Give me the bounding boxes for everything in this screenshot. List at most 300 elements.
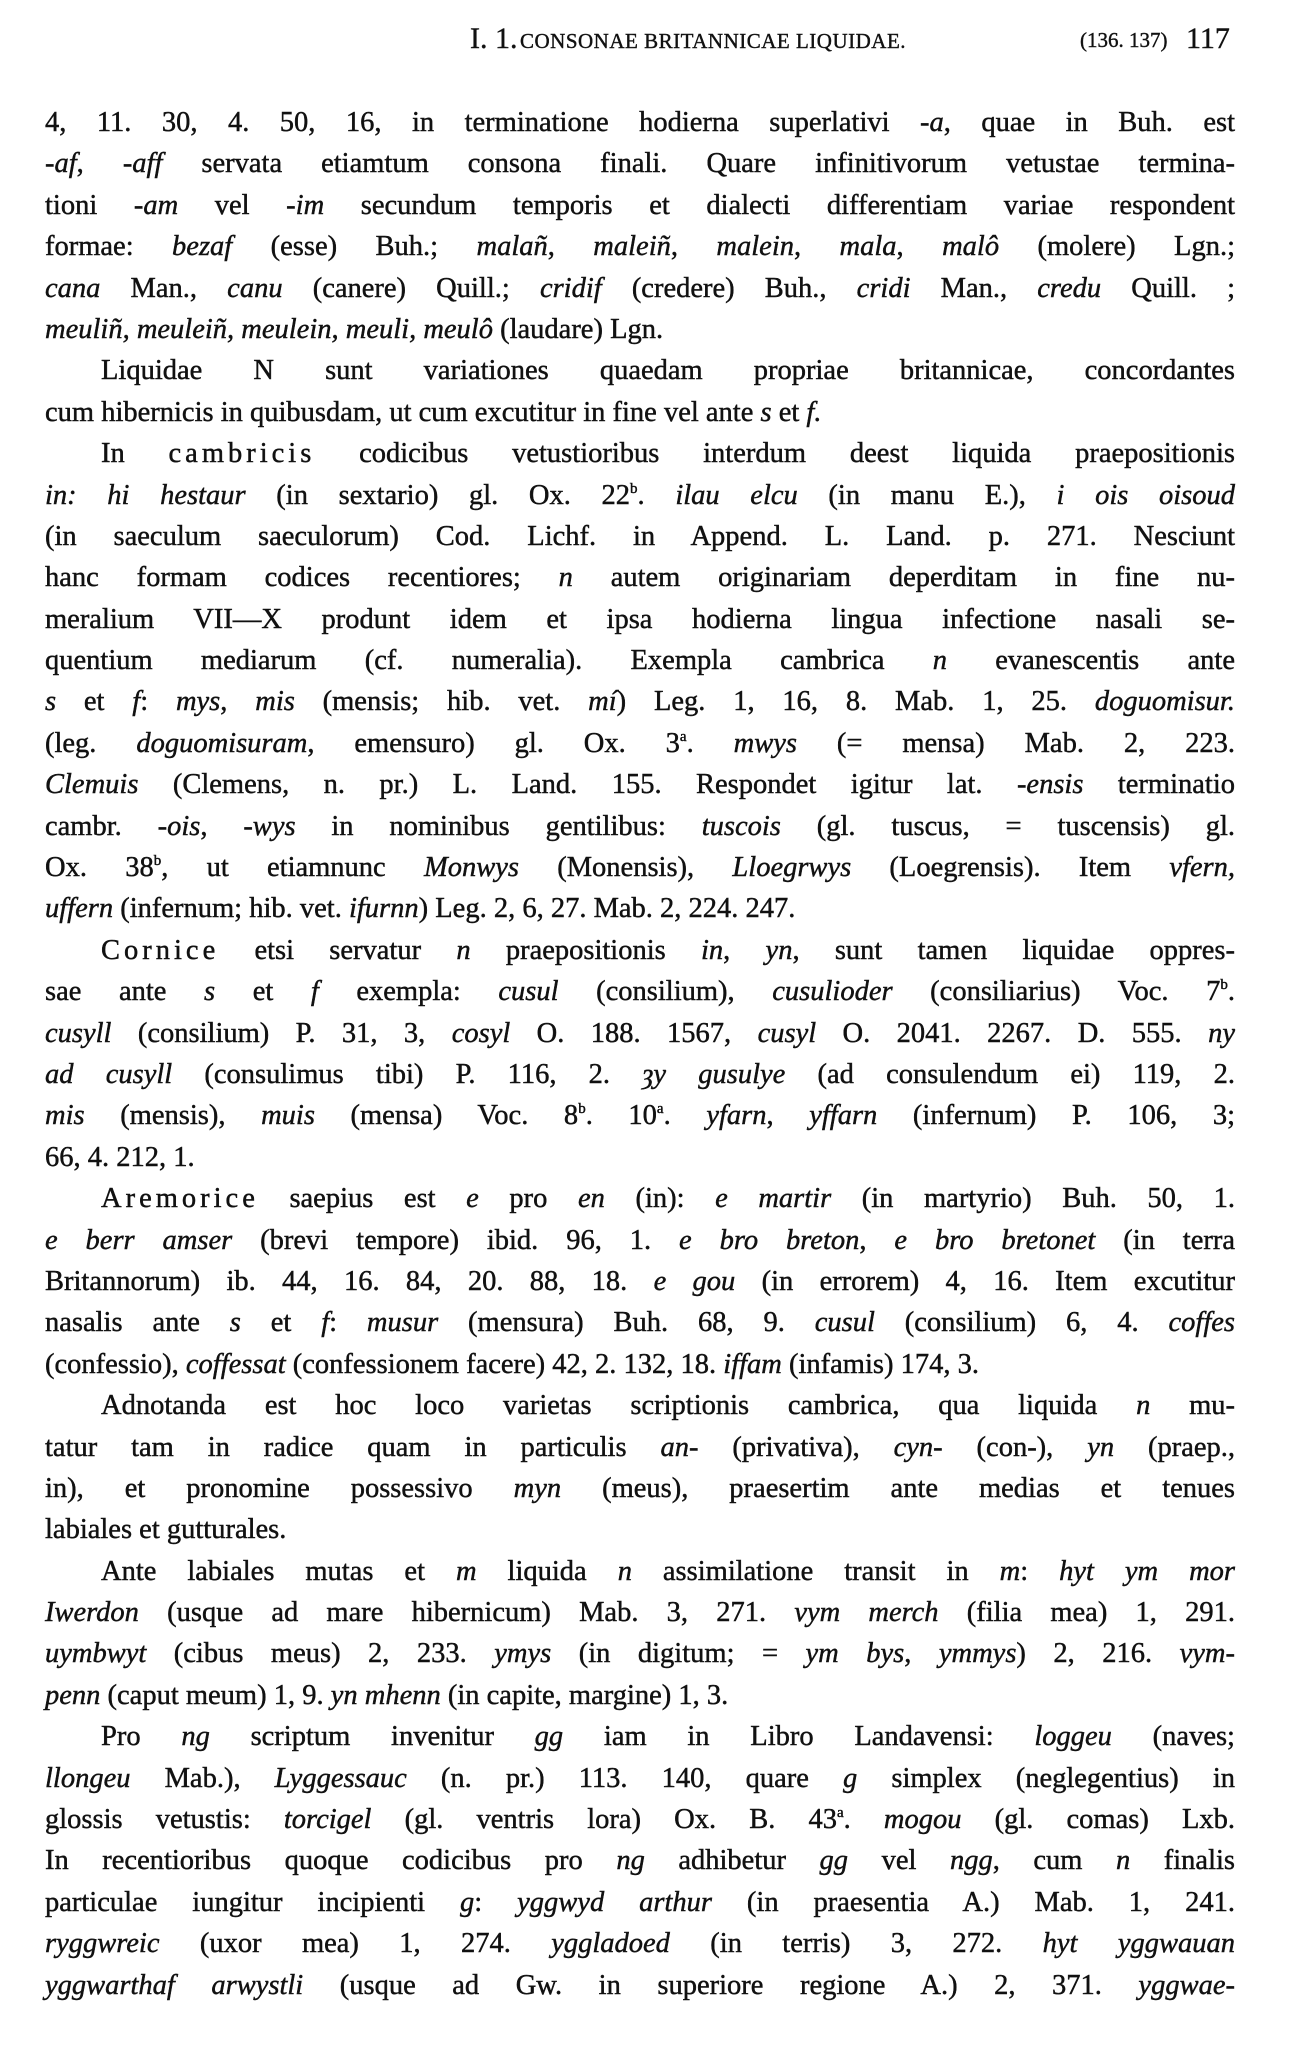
roman-text: hanc formam codices recentiores; — [45, 562, 559, 594]
text-line — [45, 226, 1235, 267]
roman-text: (consilium) P. 31, 3, — [111, 1017, 452, 1049]
roman-text: (in saeculum saeculorum) Cod. Lichf. in Append. L. Land. p. 271. Nesciunt — [45, 520, 1235, 552]
roman-text: , cum — [992, 1845, 1116, 1877]
text-line — [45, 392, 1235, 433]
roman-text: (mensis; hib. vet. — [294, 686, 589, 718]
roman-text: tioni — [45, 189, 134, 221]
italic-text: s — [760, 396, 772, 428]
italic-text: ilau elcu — [675, 479, 798, 511]
roman-text: (infamis) 174, 3. — [781, 1348, 979, 1380]
italic-text: yggwarthaf arwystli — [45, 1969, 304, 2001]
italic-text: myn — [513, 1472, 562, 1504]
text-line — [45, 1758, 1235, 1799]
roman-text: codicibus vetustioribus interdum deest liquida praepositionis — [315, 438, 1235, 470]
italic-text: ȝy gusulye — [642, 1058, 786, 1090]
italic-text: mala — [839, 231, 897, 263]
italic-text: llongeu — [45, 1762, 131, 1794]
italic-text: cyn- — [893, 1431, 943, 1463]
italic-text: mí — [588, 686, 617, 718]
italic-text: cana — [45, 272, 101, 304]
superscript: a — [836, 1805, 844, 1822]
spaced-text: Cornice — [101, 934, 220, 966]
text-line — [45, 1178, 1235, 1219]
roman-text: , sunt tamen liquidae oppres- — [792, 934, 1235, 966]
roman-text: (in): — [604, 1183, 716, 1215]
roman-text: (in terra — [1095, 1224, 1235, 1256]
italic-text: malein — [716, 231, 794, 263]
superscript: b — [153, 853, 162, 870]
roman-text: , — [766, 1100, 810, 1132]
italic-text: mis — [255, 686, 295, 718]
roman-text: 66, 4. 212, 1. — [45, 1141, 195, 1173]
text-line — [45, 1799, 1235, 1840]
roman-text: O. 188. 1567, — [510, 1017, 758, 1049]
italic-text: meuliñ, meuleiñ, meulein, meuli, meulô — [45, 313, 493, 345]
paragraph — [45, 1551, 1235, 1717]
italic-text: s — [45, 686, 57, 718]
text-line — [45, 1633, 1235, 1674]
roman-text: (in manu E.), — [797, 479, 1057, 511]
italic-text: f. — [806, 396, 822, 428]
roman-text: vel — [178, 189, 287, 221]
roman-text: (cibus meus) 2, 233. — [146, 1638, 495, 1670]
italic-text: muis — [261, 1100, 315, 1132]
italic-text: ad cusyll — [45, 1058, 173, 1090]
italic-text: -af — [45, 148, 77, 180]
italic-text: yn — [1087, 1431, 1115, 1463]
italic-text: musur — [366, 1307, 439, 1339]
roman-text: (mensura) Buh. 68, 9. — [438, 1307, 815, 1339]
roman-text: Quill. ; — [1101, 272, 1236, 304]
roman-text: (caput meum) 1, 9. — [100, 1679, 331, 1711]
roman-text: Ox. 38 — [45, 852, 154, 884]
roman-text: Pro — [101, 1721, 182, 1753]
text-line — [45, 185, 1235, 226]
roman-text: (laudare) Lgn. — [492, 313, 664, 345]
roman-text: iam in Libro Landavensi: — [563, 1721, 1035, 1753]
roman-text: liquida — [476, 1555, 618, 1587]
roman-text: Adnotanda est hoc loco varietas scriptionis cambrica, qua liquida — [101, 1390, 1137, 1422]
text-line — [45, 847, 1235, 888]
text-line — [45, 1468, 1235, 1509]
italic-text: ng — [181, 1721, 210, 1753]
roman-text: . — [637, 479, 676, 511]
roman-text: 4, 11. 30, 4. 50, 16, in terminatione hodierna superlativi — [45, 107, 921, 138]
italic-text: yggwae- — [1138, 1969, 1235, 2001]
text-line — [45, 723, 1235, 764]
roman-text: , — [723, 934, 766, 966]
italic-text: cusyll — [45, 1017, 112, 1049]
roman-text: (infernum; hib. vet. — [113, 893, 349, 925]
italic-text: penn — [45, 1679, 101, 1711]
roman-text: . 10 — [585, 1100, 657, 1132]
text-line — [45, 1385, 1235, 1426]
italic-text: ym bys — [805, 1638, 905, 1670]
text-line — [45, 516, 1235, 557]
roman-text: , — [76, 148, 123, 180]
text-line — [45, 1551, 1235, 1592]
roman-text: In recentioribus quoque codicibus pro — [45, 1845, 617, 1877]
italic-text: f — [321, 1307, 330, 1339]
roman-text: meralium VII—X produnt idem et ipsa hodierna lingua infectione nasali se- — [45, 603, 1235, 635]
italic-text: maleiñ — [593, 231, 671, 263]
italic-text: gg — [819, 1845, 849, 1877]
roman-text: (Clemens, n. pr.) L. Land. 155. Respondet igitur lat. — [138, 769, 1017, 801]
italic-text: s — [204, 976, 216, 1008]
roman-text: et — [240, 1307, 322, 1339]
roman-text: . — [1227, 976, 1236, 1008]
roman-text: quentium mediarum (cf. numeralia). Exempla cambrica — [45, 645, 933, 677]
italic-text: vym- — [1179, 1638, 1235, 1670]
roman-text: (Monensis), — [518, 852, 733, 884]
italic-text: n — [1115, 1845, 1131, 1877]
italic-text: cusulioder — [772, 976, 893, 1008]
text-line — [45, 1675, 1235, 1716]
roman-text: : — [329, 1307, 367, 1339]
italic-text: n — [617, 1555, 632, 1587]
roman-text: secundum temporis et dialecti differentiam variae respondent — [324, 189, 1235, 221]
paragraph — [45, 350, 1235, 433]
italic-text: Lloegrwys — [732, 852, 852, 884]
italic-text: doguomisuram — [136, 727, 308, 759]
roman-text: formae: — [45, 231, 173, 263]
roman-text: (canere) Quill.; — [282, 272, 540, 304]
roman-text: , — [220, 686, 256, 718]
italic-text: mwys — [733, 727, 797, 759]
italic-text: mogou — [883, 1804, 962, 1836]
roman-text: , — [200, 810, 244, 842]
roman-text: evanescentis ante — [947, 645, 1235, 677]
roman-text: , — [794, 231, 840, 263]
italic-text: cridi — [856, 272, 911, 304]
roman-text: (= mensa) Mab. 2, 223. — [796, 727, 1236, 759]
italic-text: m — [999, 1555, 1021, 1587]
roman-text: et — [771, 396, 807, 428]
italic-text: -ensis — [1016, 769, 1084, 801]
roman-text: (molere) Lgn.; — [999, 231, 1235, 263]
italic-text: cusul — [814, 1307, 875, 1339]
roman-text: (privativa), — [698, 1431, 894, 1463]
italic-text: iffam — [723, 1348, 782, 1380]
roman-text: . — [663, 1100, 707, 1132]
italic-text: ng — [616, 1845, 645, 1877]
spaced-text: Aremorice — [101, 1183, 259, 1215]
text-line — [45, 681, 1235, 722]
paragraph — [45, 433, 1235, 930]
roman-text: (mensis), — [84, 1100, 262, 1132]
roman-text: (consulimus tibi) P. 116, 2. — [172, 1058, 643, 1090]
roman-text: vel — [848, 1845, 950, 1877]
italic-text: in: hi hestaur — [45, 479, 246, 511]
roman-text: exempla: — [318, 976, 499, 1008]
roman-text: (consilium), — [558, 976, 773, 1008]
text-line — [45, 1882, 1235, 1923]
superscript: b — [630, 480, 638, 497]
roman-text: simplex (neglegentius) in — [857, 1762, 1235, 1794]
text-line — [45, 350, 1235, 391]
roman-text: nasalis ante — [45, 1307, 230, 1339]
roman-text: (filia mea) 1, 291. — [938, 1597, 1235, 1629]
text-line — [45, 1965, 1235, 2006]
roman-text: autem originariam deperditam in fine nu- — [572, 562, 1235, 594]
italic-text: Monwys — [423, 852, 519, 884]
roman-text: . — [843, 1804, 884, 1836]
roman-text: (naves; — [1111, 1721, 1235, 1753]
italic-text: yfarn — [706, 1100, 767, 1132]
roman-text: in), et pronomine possessivo — [45, 1472, 514, 1504]
paragraph — [45, 1178, 1235, 1385]
roman-text: (in capite, margine) 1, 3. — [440, 1679, 729, 1711]
italic-text: malô — [942, 231, 1000, 263]
roman-text: Mab.), — [130, 1762, 275, 1794]
italic-text: e gou — [653, 1265, 736, 1297]
italic-text: -im — [286, 189, 325, 221]
italic-text: yn — [765, 934, 793, 966]
roman-text: (esse) Buh.; — [232, 231, 477, 263]
text-line — [45, 640, 1235, 681]
roman-text: (in sextario) gl. Ox. 22 — [245, 479, 631, 511]
roman-text: Ante labiales mutas et — [101, 1555, 456, 1587]
roman-text: (in praesentia A.) Mab. 1, 241. — [711, 1886, 1235, 1918]
italic-text: e berr amser — [45, 1224, 233, 1256]
superscript: b — [578, 1101, 586, 1118]
roman-text: cum hibernicis in quibusdam, ut cum excutitur in fine vel ante — [45, 396, 761, 428]
italic-text: yffarn — [809, 1100, 878, 1132]
italic-text: cusul — [498, 976, 559, 1008]
italic-text: -wys — [243, 810, 296, 842]
text-line — [45, 557, 1235, 598]
text-line — [45, 1923, 1235, 1964]
roman-text: (praep., — [1114, 1431, 1236, 1463]
italic-text: g — [460, 1886, 475, 1918]
text-line — [45, 1220, 1235, 1261]
roman-text: terminatio — [1083, 769, 1235, 801]
italic-text: ifurnn — [348, 893, 419, 925]
text-line — [45, 1137, 1235, 1178]
italic-text: hyt ym mor — [1059, 1555, 1236, 1587]
roman-text: (gl. tuscus, = tuscensis) gl. — [780, 810, 1235, 842]
italic-text: mys — [175, 686, 221, 718]
italic-text: yggladoed — [551, 1928, 670, 1960]
italic-text: g — [843, 1762, 858, 1794]
italic-text: uymbwyt — [45, 1638, 147, 1670]
italic-text: e — [466, 1183, 479, 1215]
italic-text: cridif — [539, 272, 602, 304]
roman-text: , — [547, 231, 594, 263]
italic-text: gg — [534, 1721, 564, 1753]
roman-text: (con-), — [942, 1431, 1088, 1463]
italic-text: hyt yggwauan — [1042, 1928, 1235, 1960]
running-title: CONSONAE BRITANNICAE LIQUIDAE. — [520, 29, 907, 53]
roman-text: (leg. — [45, 727, 137, 759]
italic-text: ngg — [949, 1845, 993, 1877]
italic-text: uffern — [45, 893, 114, 925]
roman-text: (confessionem facere) 42, 2. 132, 18. — [285, 1348, 724, 1380]
italic-text: vym merch — [794, 1597, 939, 1629]
roman-text: (credere) Buh., — [601, 272, 857, 304]
roman-text: , — [896, 231, 943, 263]
paragraph — [45, 1385, 1235, 1551]
roman-text: et — [56, 686, 133, 718]
italic-text: mis — [45, 1100, 85, 1132]
superscript: a — [656, 1101, 664, 1118]
italic-text: f — [310, 976, 319, 1008]
roman-text: saepius est — [258, 1183, 467, 1215]
italic-text: torcigel — [283, 1804, 372, 1836]
italic-text: en — [577, 1183, 605, 1215]
italic-text: -aff — [122, 148, 163, 180]
text-line — [45, 1302, 1235, 1343]
italic-text: yggwyd arthur — [517, 1886, 712, 1918]
italic-text: canu — [227, 272, 283, 304]
roman-text: : — [140, 686, 176, 718]
roman-text: assimilatione transit in — [631, 1555, 1000, 1587]
text-line — [45, 475, 1235, 516]
italic-text: n — [558, 562, 573, 594]
italic-text: malañ — [476, 231, 548, 263]
text-line — [45, 806, 1235, 847]
roman-text: , — [670, 231, 717, 263]
italic-text: ymmys — [938, 1638, 1017, 1670]
superscript: a — [679, 728, 687, 745]
text-line — [45, 1344, 1235, 1385]
text-line — [45, 888, 1235, 929]
italic-text: tuscois — [701, 810, 781, 842]
roman-text: (in martyrio) Buh. 50, 1. — [831, 1183, 1235, 1215]
italic-text: ryggwreic — [45, 1928, 160, 1960]
roman-text: pro — [478, 1183, 578, 1215]
italic-text: ymys — [494, 1638, 552, 1670]
text-line — [45, 1095, 1235, 1136]
roman-text: O. 2041. 2267. D. 555. — [816, 1017, 1209, 1049]
roman-text: praepositionis — [470, 934, 701, 966]
italic-text: s — [229, 1307, 241, 1339]
roman-text: in nominibus gentilibus: — [295, 810, 702, 842]
roman-text: (gl. comas) Lxb. — [961, 1804, 1235, 1836]
italic-text: doguomisur. — [1094, 686, 1235, 718]
roman-text: (gl. ventris lora) Ox. B. 43 — [371, 1804, 837, 1836]
text-line — [45, 1592, 1235, 1633]
italic-text: n — [932, 645, 947, 677]
roman-text: Man., — [100, 272, 228, 304]
italic-text: loggeu — [1034, 1721, 1112, 1753]
roman-text: Man., — [910, 272, 1038, 304]
text-line — [45, 433, 1235, 474]
italic-text: n — [1136, 1390, 1151, 1422]
roman-text: ) Leg. 1, 16, 8. Mab. 1, 25. — [616, 686, 1095, 718]
roman-text: tatur tam in radice quam in particulis — [45, 1431, 661, 1463]
roman-text: (confessio), — [45, 1348, 186, 1380]
roman-text: Britannorum) ib. 44, 16. 84, 20. 88, 18. — [45, 1265, 654, 1297]
italic-text: bezaf — [172, 231, 233, 263]
italic-text: m — [455, 1555, 477, 1587]
roman-text: (uxor mea) 1, 274. — [159, 1928, 552, 1960]
italic-text: an- — [660, 1431, 699, 1463]
italic-text: cosyl — [451, 1017, 511, 1049]
text-line — [45, 1013, 1235, 1054]
roman-text: (meus), praesertim ante medias et tenues — [561, 1472, 1235, 1504]
paragraph — [45, 1716, 1235, 2006]
roman-text: servata etiamtum consona finali. Quare infinitivorum vetustae termina- — [162, 148, 1235, 180]
text-line — [45, 764, 1235, 805]
roman-text: (infernum) P. 106, 3; — [877, 1100, 1236, 1132]
italic-text: ny — [1208, 1017, 1235, 1049]
roman-text: scriptum invenitur — [209, 1721, 535, 1753]
roman-text: (consilium) 6, 4. — [874, 1307, 1169, 1339]
italic-text: f — [132, 686, 141, 718]
page-number: 117 — [1186, 22, 1230, 55]
italic-text: vfern, — [1169, 852, 1236, 884]
roman-text: (n. pr.) 113. 140, quare — [406, 1762, 844, 1794]
italic-text: Clemuis — [45, 769, 139, 801]
roman-text: . — [686, 727, 734, 759]
roman-text: (ad consulendum ei) 119, 2. — [785, 1058, 1235, 1090]
roman-text: cambr. — [45, 810, 158, 842]
text-line — [45, 268, 1235, 309]
italic-text: -am — [133, 189, 179, 221]
italic-text: e bro bretonet — [894, 1224, 1096, 1256]
roman-text: etsi servatur — [219, 934, 457, 966]
text-line — [45, 599, 1235, 640]
italic-text: e bro breton — [679, 1224, 860, 1256]
roman-text: (in terris) 3, 272. — [669, 1928, 1043, 1960]
text-line — [45, 102, 1235, 143]
italic-text: Lyggessauc — [274, 1762, 407, 1794]
text-line — [45, 143, 1235, 184]
superscript: b — [1220, 977, 1228, 994]
roman-text: : — [1020, 1555, 1060, 1587]
roman-text: ) Leg. 2, 6, 27. Mab. 2, 224. 247. — [418, 893, 796, 925]
roman-text: (consiliarius) Voc. 7 — [892, 976, 1221, 1008]
italic-text: in — [701, 934, 724, 966]
roman-text: (usque ad Gw. in superiore regione A.) 2, 371. — [303, 1969, 1139, 2001]
roman-text: (brevi tempore) ibid. 96, 1. — [232, 1224, 680, 1256]
text-line — [45, 1054, 1235, 1095]
text-line — [45, 1840, 1235, 1881]
text-line — [45, 1716, 1235, 1757]
italic-text: yn mhenn — [330, 1679, 441, 1711]
text-line — [45, 1509, 1235, 1550]
roman-text: (Loegrensis). Item — [851, 852, 1170, 884]
roman-text: , ut etiamnunc — [161, 852, 424, 884]
paragraph — [45, 102, 1235, 350]
roman-text: , quae in Buh. est — [943, 107, 1235, 138]
roman-text: labiales et gutturales. — [45, 1514, 287, 1546]
italic-text: Iwerdon — [45, 1597, 139, 1629]
roman-text: , emensuro) gl. Ox. 3 — [307, 727, 680, 759]
italic-text: i ois oisoud — [1056, 479, 1236, 511]
paragraph — [45, 930, 1235, 1178]
italic-text: coffes — [1168, 1307, 1235, 1339]
roman-text: (in errorem) 4, 16. Item excutitur — [735, 1265, 1235, 1297]
paragraph-references: (136. 137) — [1080, 28, 1168, 52]
italic-text: coffessat — [185, 1348, 286, 1380]
italic-text: e martir — [715, 1183, 832, 1215]
roman-text: particulae iungitur incipienti — [45, 1886, 461, 1918]
roman-text: adhibetur — [644, 1845, 820, 1877]
roman-text: , — [904, 1638, 939, 1670]
page-body-text — [45, 102, 1235, 2006]
text-line — [45, 930, 1235, 971]
roman-text: (in digitum; = — [551, 1638, 806, 1670]
roman-text: glossis vetustis: — [45, 1804, 284, 1836]
roman-text: , — [859, 1224, 895, 1256]
roman-text: (usque ad mare hibernicum) Mab. 3, 271. — [138, 1597, 795, 1629]
italic-text: n — [456, 934, 471, 966]
roman-text: ) 2, 216. — [1016, 1638, 1180, 1670]
section-number: I. 1. — [470, 22, 518, 55]
roman-text: et — [215, 976, 311, 1008]
